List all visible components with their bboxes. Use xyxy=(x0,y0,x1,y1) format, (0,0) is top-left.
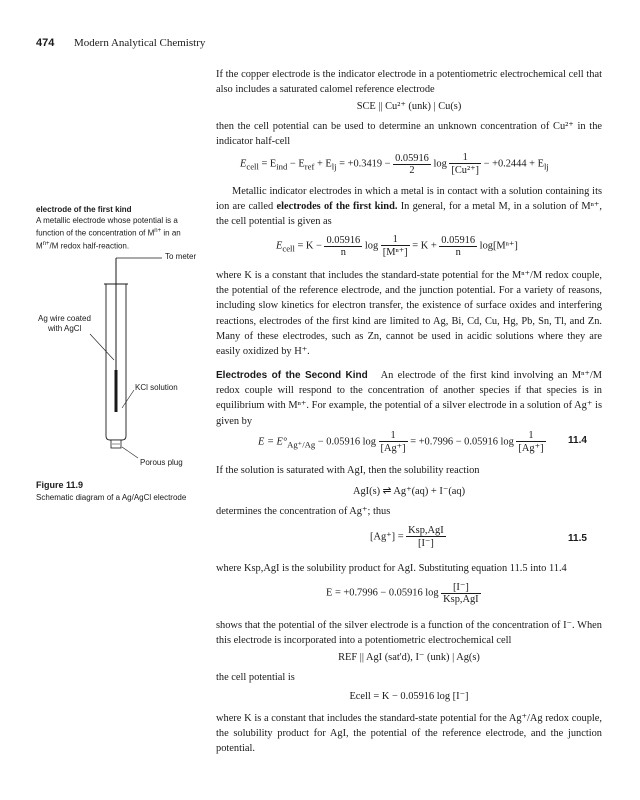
ag-agcl-electrode-diagram xyxy=(30,250,210,475)
paragraph-6: If the solution is saturated with AgI, then the solubility reaction xyxy=(216,465,480,476)
paragraph-9: shows that the potential of the silver electrode is a function of the concentration of I⁻. When this electrode is incorporated into a potentiometric electrochemical cell xyxy=(216,620,602,647)
solubility-reaction: AgI(s) ⇌ Ag⁺(aq) + I⁻(aq) xyxy=(352,486,466,497)
leader-kcl xyxy=(122,390,134,408)
label-porous-plug: Porous plug xyxy=(140,458,183,467)
page-number: 474 xyxy=(36,37,55,49)
paragraph-1: If the copper electrode is the indicator electrode in a potentiometric electrochemical cell that also includes a saturated calomel reference electrode xyxy=(216,69,602,96)
sidebar-term: electrode of the first kind xyxy=(36,205,132,214)
paragraph-8: where Ksp,AgI is the solubility product for AgI. Substituting equation 11.5 into 11.4 xyxy=(216,563,567,574)
equation-11-4: $E = E^\circ_{Ag^+/Ag} - 0.05916$ log $\frac{1}{[Ag^+]}$ = +0.7996 − 0.05916 log $\frac{1}{[Ag^+]}$ xyxy=(258,430,544,454)
paragraph-4: where K is a constant that includes the standard-state potential for the Mⁿ⁺/M redox couple, the potential of the reference electrode, and the junction potential. For a variety of reasons, including slow kinetics for electron transfer, the existence of surface oxides and interfering reactions, electrodes of the first kind are limited to Ag, Bi, Cd, Cu, Hg, Pb, Sn, Tl, and Zn. Many of these electrodes, such as Zn, cannot be used in acidic solutions where they are easily oxidized by H⁺. xyxy=(216,270,602,358)
figure-number: Figure 11.9 xyxy=(36,480,84,490)
paragraph-2: then the cell potential can be used to determine an unknown concentration of Cu²⁺ in the indicator half-cell xyxy=(216,121,602,148)
section-heading: Electrodes of the Second Kind xyxy=(216,370,368,381)
sidebar-definition xyxy=(36,204,196,251)
running-title: Modern Analytical Chemistry xyxy=(74,37,206,49)
label-kcl-solution: KCl solution xyxy=(135,383,178,392)
label-ag-wire-2: with AgCl xyxy=(48,324,82,333)
equation-number-11-4: 11.4 xyxy=(568,435,587,446)
paragraph-11: where K is a constant that includes the standard-state potential for the Ag⁺/Ag redox couple, the solubility product for AgI, the potential of the reference electrode, and the junction potential. xyxy=(216,713,602,755)
agcl-coating xyxy=(115,370,118,412)
equation-11-5: [Ag⁺] = $\frac{\text{Ksp,AgI}}{[I^-]}$ xyxy=(370,525,444,549)
equation-ecell-copper: $E_{cell} = E_{ind} - E_{ref} + E_{lj} = +0.3419$ − $\frac{0.05916}{2}$ log $\frac{1}{\text{[Cu²⁺]}}$ − $+0.2444 + E_{lj}$ xyxy=(240,152,549,176)
equation-number-11-5: 11.5 xyxy=(568,533,587,544)
leader-plug xyxy=(122,447,138,458)
paragraph-7: determines the concentration of Ag⁺; thus xyxy=(216,506,391,517)
sidebar-definition-text: A metallic electrode whose potential is a function of the concentration of $M^{n+}$ in an $M^{n+}/M$ redox half-reaction. xyxy=(36,216,181,251)
cell-notation-1: SCE || Cu²⁺ (unk) | Cu(s) xyxy=(356,101,462,112)
cell-notation-2: REF || AgI (sat'd), I⁻ (unk) | Ag(s) xyxy=(338,652,480,663)
equation-ecell-metal: $E_{cell} = K$ − $\frac{0.05916}{n}$ log $\frac{1}{\text{[Mⁿ⁺]}}$ = K + $\frac{0.05916}{n}$ log[Mⁿ⁺] xyxy=(276,234,518,258)
paragraph-3: Metallic indicator electrodes in which a metal is in contact with a solution containing its ion are called electrodes of the first kind. In general, for a metal M, in a solution of Mⁿ⁺, the cell potential is given as xyxy=(216,186,602,228)
leader-wire xyxy=(90,334,114,360)
equation-substituted: E = +0.7996 − 0.05916 log $\frac{[I^-]}{\text{Ksp,AgI}}$ xyxy=(326,582,479,605)
figure-caption: Schematic diagram of a Ag/AgCl electrode xyxy=(36,493,187,502)
paragraph-5: Electrodes of the Second Kind An electrode of the first kind involving an Mⁿ⁺/M redox couple will respond to the concentration of another species if that species is in equilibrium with Mⁿ⁺. For example, the potential of a silver electrode in a solution of Ag⁺ is given by xyxy=(216,370,602,427)
label-to-meter: To meter xyxy=(165,252,197,261)
paragraph-10: the cell potential is xyxy=(216,672,295,683)
label-ag-wire-1: Ag wire coated xyxy=(38,314,91,323)
equation-ecell-iodide: Ecell = K − 0.05916 log [I⁻] xyxy=(349,691,469,702)
